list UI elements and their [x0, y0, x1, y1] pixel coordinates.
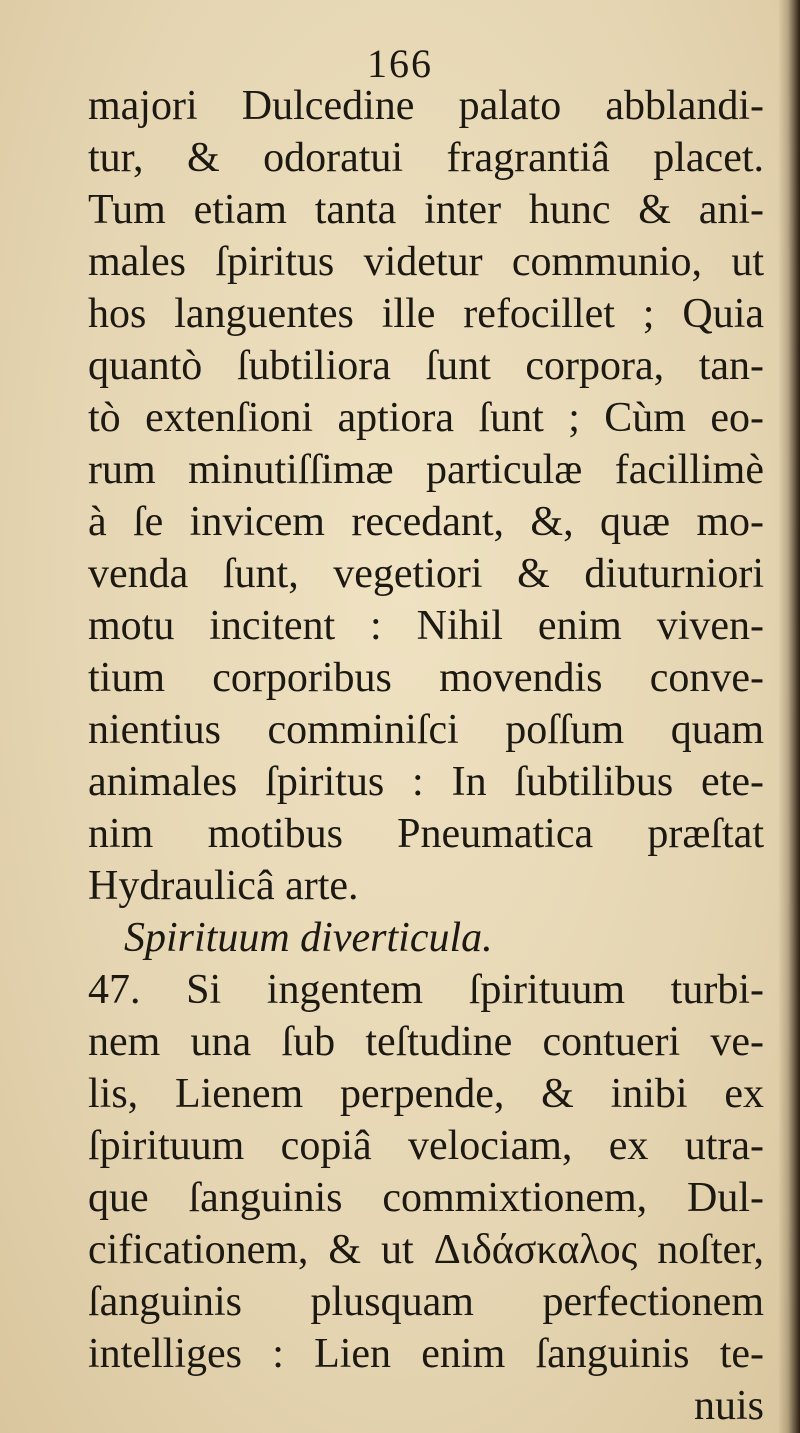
text-line: que ſanguinis commixtionem, Dul- — [88, 1175, 764, 1221]
text-line: 47. Si ingentem ſpirituum turbi- — [88, 967, 764, 1013]
text-line: à ſe invicem recedant, &, quæ mo- — [88, 499, 764, 545]
text-line: nem una ſub teſtudine contueri ve- — [88, 1019, 764, 1065]
text-line: nientius comminiſci poſſum quam — [88, 707, 764, 753]
text-line: hos languentes ille refocillet ; Quia — [88, 291, 764, 337]
text-line: nim motibus Pneumatica præſtat — [88, 811, 764, 857]
text-line: tium corporibus movendis conve- — [88, 655, 764, 701]
text-line: rum minutiſſimæ particulæ facillimè — [88, 447, 764, 493]
text-line: ſanguinis plusquam perfectionem — [88, 1279, 764, 1325]
text-line: Hydraulicâ arte. — [88, 863, 359, 909]
text-line: quantò ſubtiliora ſunt corpora, tan- — [88, 343, 764, 389]
text-line: lis, Lienem perpende, & inibi ex — [88, 1071, 764, 1117]
text-line: tur, & odoratui fragrantiâ placet. — [88, 135, 764, 181]
text-line: venda ſunt, vegetiori & diuturniori — [88, 551, 764, 597]
text-line: tò extenſioni aptiora ſunt ; Cùm eo- — [88, 395, 764, 441]
text-line: cificationem, & ut Διδάσκαλος noſter, — [88, 1227, 764, 1273]
text-line: males ſpiritus videtur communio, ut — [88, 239, 764, 285]
body-text — [88, 80, 764, 1432]
text-line: motu incitent : Nihil enim viven- — [88, 603, 764, 649]
text-line: Tum etiam tanta inter hunc & ani- — [88, 187, 764, 233]
text-line: majori Dulcedine palato abblandi- — [88, 83, 764, 129]
section-heading: Spirituum diverticula. — [124, 915, 493, 961]
page-number: 166 — [367, 41, 433, 86]
catchword: nuis — [693, 1383, 764, 1429]
text-line: animales ſpiritus : In ſubtilibus ete- — [88, 759, 764, 805]
text-line: intelliges : Lien enim ſanguinis te- — [88, 1331, 764, 1377]
text-line: ſpirituum copiâ velociam, ex utra- — [88, 1123, 764, 1169]
page-gutter-shadow — [778, 0, 800, 1433]
